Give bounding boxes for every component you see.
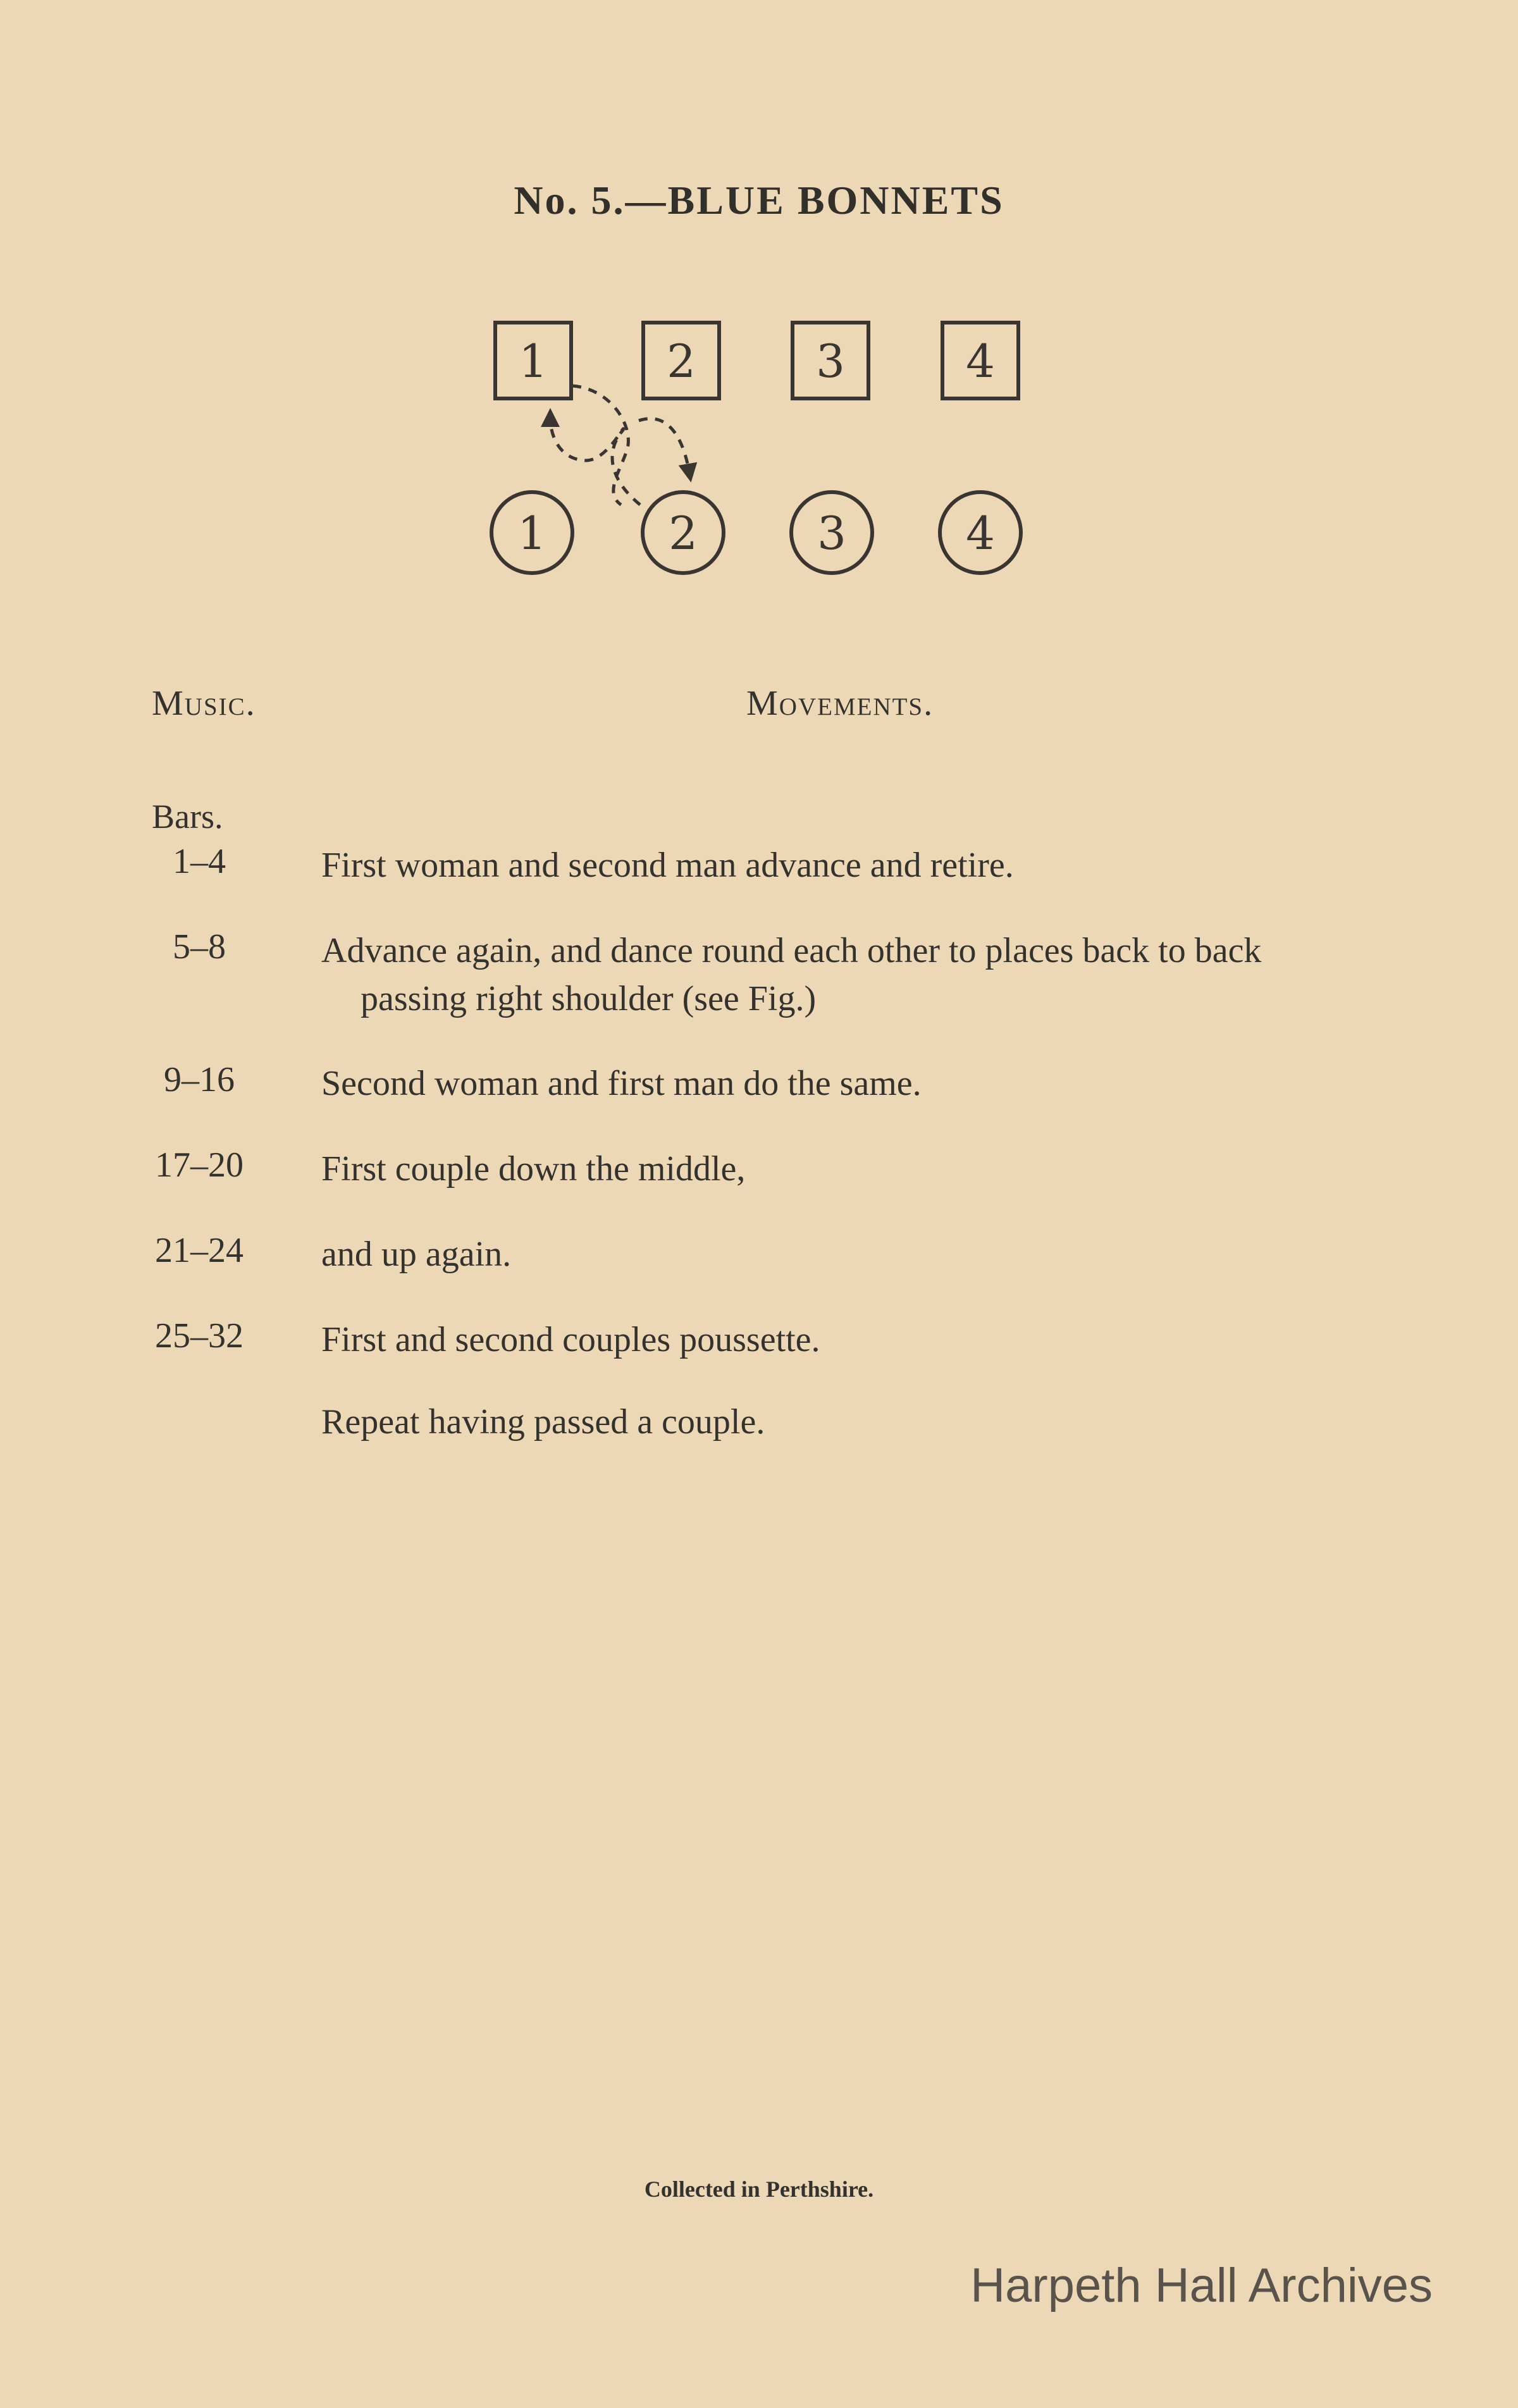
bars-cell: 21–24 [155,1231,244,1270]
circle-label-2: 2 [669,507,698,560]
square-label-1: 1 [519,335,548,388]
movement-text-continuation: passing right shoulder (see Fig.) [361,979,817,1018]
dance-path-to-square-1 [550,417,640,505]
dance-figure-diagram [481,310,1037,588]
collection-note: Collected in Perthshire. [644,2176,874,2202]
circle-label-3: 3 [817,507,846,560]
movement-cell [321,1145,1409,1193]
bars-cell: 5–8 [173,927,226,966]
square-label-4: 4 [966,335,995,388]
page-title: No. 5.—BLUE BONNETS [514,178,1004,223]
square-label-2: 2 [667,335,696,388]
bars-cell: 25–32 [155,1316,244,1355]
circle-label-1: 1 [517,507,546,560]
movement-text: Advance again, and dance round each other to places back to back [321,931,1262,970]
figure-svg [481,310,1037,588]
movement-cell [321,927,1409,1023]
circle-label-4: 4 [966,507,995,560]
bars-cell: 1–4 [173,842,226,881]
movements-column-header: Movements. [746,684,934,723]
movement-cell [321,841,1409,889]
bars-cell: 9–16 [164,1060,235,1099]
movement-cell [321,1059,1409,1108]
bars-cell: 17–20 [155,1145,244,1185]
bars-label: Bars. [152,798,223,836]
movement-text: Second woman and first man do the same. [321,1064,922,1103]
archive-watermark: Harpeth Hall Archives [970,2259,1433,2312]
movement-text: First couple down the middle, [321,1149,746,1189]
movement-text: First and second couples poussette. [321,1320,820,1359]
dance-path-to-circle-2 [572,386,689,505]
movement-cell [321,1316,1409,1364]
movement-cell [321,1398,1409,1446]
music-column-header: Music. [152,684,256,723]
square-label-3: 3 [816,335,845,388]
movement-text: First woman and second man advance and retire. [321,846,1014,885]
movement-cell [321,1230,1409,1278]
movement-text: and up again. [321,1235,512,1274]
movement-text: Repeat having passed a couple. [321,1402,765,1442]
